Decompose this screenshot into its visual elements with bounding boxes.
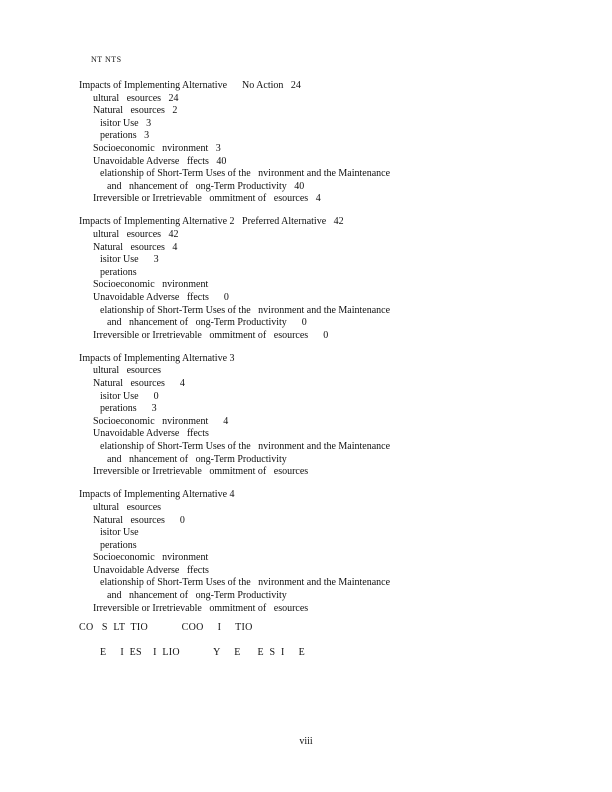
toc-entry[interactable]: perations 3 <box>100 403 157 415</box>
toc-entry[interactable]: and nhancement of ong-Term Productivity 40 <box>107 180 305 192</box>
toc-section-title[interactable]: Impacts of Implementing Alternative No Action 24 <box>79 80 301 91</box>
toc-entry[interactable]: perations 3 <box>100 130 150 142</box>
toc-section-title[interactable]: Impacts of Implementing Alternative 4 <box>79 489 235 501</box>
toc-entry[interactable]: isitor Use <box>100 527 139 539</box>
table-of-contents <box>79 80 439 626</box>
toc-entry[interactable]: Unavoidable Adverse ffects 40 <box>93 155 227 167</box>
toc-entry[interactable]: elationship of Short-Term Uses of the nvironment and the Maintenance <box>100 577 391 589</box>
toc-entry[interactable]: Irreversible or Irretrievable ommitment of esources <box>93 602 309 614</box>
toc-entry[interactable]: Natural esources 2 <box>93 105 178 117</box>
toc-entry[interactable]: ultural esources <box>93 365 162 377</box>
toc-entry[interactable]: Irreversible or Irretrievable ommitment of esources 4 <box>93 193 321 205</box>
toc-entry[interactable]: isitor Use 3 <box>100 254 159 266</box>
toc-entry[interactable]: Socioeconomic nvironment <box>93 552 209 564</box>
toc-heading-preparers: E I ES I LIO Y E E S I E <box>100 647 305 658</box>
toc-section <box>79 216 439 342</box>
toc-section <box>79 353 439 479</box>
toc-section-title[interactable]: Impacts of Implementing Alternative 2 Preferred Alternative 42 <box>79 216 344 228</box>
toc-entry[interactable]: Unavoidable Adverse ffects 0 <box>93 292 229 303</box>
toc-entry[interactable]: isitor Use 3 <box>100 117 152 129</box>
toc-section <box>79 489 439 615</box>
toc-entry[interactable]: ultural esources 24 <box>93 92 179 104</box>
toc-entry[interactable]: Natural esources 4 <box>93 378 185 390</box>
toc-entry[interactable]: Irreversible or Irretrievable ommitment of esources <box>93 466 309 478</box>
toc-entry[interactable]: Natural esources 4 <box>93 241 178 253</box>
toc-entry[interactable]: Socioeconomic nvironment 3 <box>93 142 221 154</box>
page-number: viii <box>299 736 313 747</box>
toc-entry[interactable]: Unavoidable Adverse ffects <box>93 564 209 576</box>
toc-heading-consultation: CO S LT TIO COO I TIO <box>79 622 253 633</box>
toc-entry[interactable]: and nhancement of ong-Term Productivity 0 <box>107 317 307 329</box>
toc-entry[interactable]: elationship of Short-Term Uses of the nvironment and the Maintenance <box>100 304 391 316</box>
toc-entry[interactable]: Socioeconomic nvironment <box>93 279 209 291</box>
toc-entry[interactable]: elationship of Short-Term Uses of the nvironment and the Maintenance <box>100 441 391 453</box>
toc-section <box>79 80 439 206</box>
toc-entry[interactable]: ultural esources <box>93 501 162 513</box>
toc-entry[interactable]: elationship of Short-Term Uses of the nvironment and the Maintenance <box>100 168 391 180</box>
toc-entry[interactable]: isitor Use 0 <box>100 390 159 402</box>
page-header: NT NTS <box>91 55 122 64</box>
toc-entry[interactable]: and nhancement of ong-Term Productivity <box>107 453 287 465</box>
toc-section-title[interactable]: Impacts of Implementing Alternative 3 <box>79 352 235 364</box>
toc-entry[interactable]: Natural esources 0 <box>93 514 185 526</box>
toc-entry[interactable]: perations <box>100 266 137 278</box>
toc-entry[interactable]: Irreversible or Irretrievable ommitment of esources 0 <box>93 329 329 341</box>
toc-entry[interactable]: perations <box>100 539 137 551</box>
toc-entry[interactable]: and nhancement of ong-Term Productivity <box>107 590 287 602</box>
toc-entry[interactable]: Socioeconomic nvironment 4 <box>93 415 229 427</box>
toc-entry[interactable]: Unavoidable Adverse ffects <box>93 428 209 440</box>
toc-entry[interactable]: ultural esources 42 <box>93 229 179 241</box>
